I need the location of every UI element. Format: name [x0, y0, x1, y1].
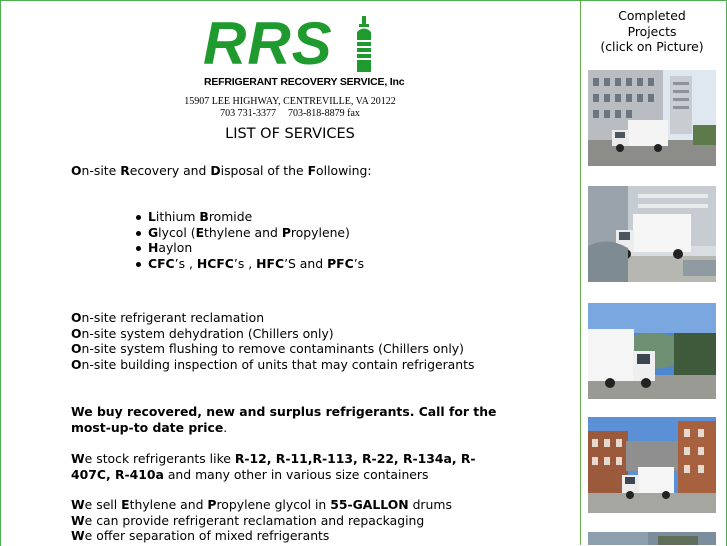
sell-services [71, 497, 571, 544]
company-logo [203, 10, 405, 94]
page-title: LIST OF SERVICES [225, 126, 355, 142]
project-photo-4[interactable] [588, 417, 716, 513]
buy-refrigerants-notice: We buy recovered, new and surplus refrigerants. Call for the most-up-to date price. [71, 404, 497, 435]
street-address: 15907 LEE HIGHWAY, CENTREVILLE, VA 20122 [184, 96, 396, 107]
sell-line: We sell Ethylene and Propylene glycol in 55-GALLON drums [71, 497, 452, 512]
recovery-intro: On-site Recovery and Disposal of the Following: [71, 163, 372, 178]
completed-projects-heading: Completed Projects (click on Picture) [600, 8, 704, 55]
service-line: On-site system flushing to remove contaminants (Chillers only) [71, 341, 464, 357]
project-photo-1[interactable] [588, 70, 716, 166]
service-line: On-site system dehydration (Chillers only) [71, 325, 334, 341]
project-photo-2[interactable] [588, 186, 716, 282]
phone-number: 703 731-3377 [220, 108, 276, 119]
gas-cylinder-icon [353, 16, 375, 74]
logo-company-name: REFRIGERANT RECOVERY SERVICE, Inc [204, 76, 405, 88]
stock-refrigerants-text: We stock refrigerants like R-12, R-11,R-113, R-22, R-134a, R-407C, R-410a and many other in various size containers [71, 451, 476, 482]
column-divider [580, 0, 581, 545]
contact-numbers [150, 108, 430, 120]
recovery-list [134, 209, 364, 271]
company-address [150, 96, 430, 120]
service-line: On-site building inspection of units that may contain refrigerants [71, 356, 475, 372]
list-item: Haylon [134, 240, 364, 256]
logo-letters: RRS [203, 10, 333, 77]
project-photo-3[interactable] [588, 303, 716, 399]
service-line: On-site refrigerant reclamation [71, 310, 265, 325]
sell-line: We offer separation of mixed refrigerants [71, 528, 330, 544]
list-item: Lithium Bromide [134, 209, 364, 225]
fax-number: 703-818-8879 fax [287, 108, 360, 119]
project-photo-5[interactable] [588, 532, 716, 545]
list-item: Glycol (Ethylene and Propylene) [134, 225, 364, 241]
list-item: CFC’s , HCFC’s , HFC’S and PFC’s [134, 256, 364, 272]
sell-line: We can provide refrigerant reclamation and repackaging [71, 512, 425, 528]
onsite-services [71, 310, 571, 372]
